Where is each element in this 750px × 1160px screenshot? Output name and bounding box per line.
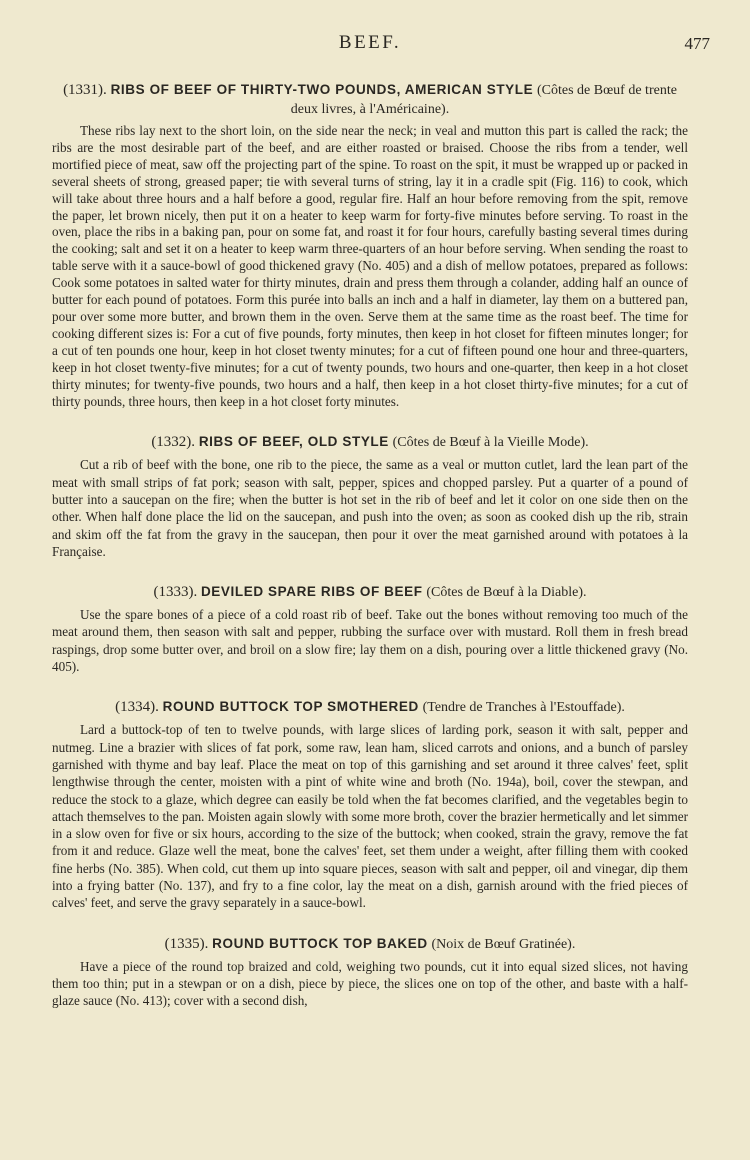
page-number: 477 bbox=[684, 34, 710, 53]
recipe-text: Have a piece of the round top braized and cold, weighing two pounds, cut it into equal sized slices, not having them too thin; put in a stewpan or on a dish, piece by piece, the slices one on top of the other, and baste with a half-glaze sauce (No. 413); cover with a second dish, bbox=[52, 958, 688, 1009]
recipe-number: (1332). bbox=[151, 434, 196, 451]
recipe-heading bbox=[52, 697, 688, 717]
recipe-french-title: (Côtes de Bœuf de trente deux livres, à l'Américaine). bbox=[290, 83, 677, 117]
recipe-title: ROUND BUTTOCK TOP SMOTHERED bbox=[162, 699, 419, 715]
running-head bbox=[52, 0, 710, 58]
recipe-title: DEVILED SPARE RIBS OF BEEF bbox=[200, 584, 423, 600]
recipe-number: (1334). bbox=[115, 699, 159, 716]
recipe-title: RIBS OF BEEF, OLD STYLE bbox=[198, 434, 389, 450]
recipe-1332 bbox=[52, 432, 688, 560]
recipe-title: RIBS OF BEEF OF THIRTY-TWO POUNDS, AMERICAN STYLE bbox=[110, 82, 534, 97]
recipe-number: (1333). bbox=[153, 584, 198, 601]
recipe-1335 bbox=[52, 934, 688, 1010]
recipe-heading bbox=[52, 80, 688, 119]
recipe-text: Use the spare bones of a piece of a cold roast rib of beef. Take out the bones without removing too much of the meat around them, then season with salt and pepper, rubbing the surface over with mustard. Roll them in fresh bread raspings, drop some butter over, and broil on a slow fire; lay them on a dish, pouring over a little thickened gravy (No. 405). bbox=[52, 607, 688, 675]
recipe-french-title: (Côtes de Bœuf à la Vieille Mode). bbox=[392, 435, 589, 451]
recipe-french-title: (Noix de Bœuf Gratinée). bbox=[431, 936, 576, 952]
recipe-text: These ribs lay next to the short loin, on the side near the neck; in veal and mutton this part is called the rack; the ribs are the most desirable part of the beef, and are either roasted or braised. Choose the ribs from a tender, well mortified piece of meat, saw off the projecting part of the spine. To roast on the spit, it must be wrapped up or packed in several sheets of strong, greased paper; tie with several turns of string, lay it in a cradle spit (Fig. 116) to cook, which will take about three hours and a half before a good, regular fire. Half an hour before removing from the spit, remove the paper, let brown nicely, then put it on a heater to keep warm for forty-five minutes before serving. To roast in the oven, place the ribs in a baking pan, pour on some fat, and roast it for four hours, carefully basting several times during the cooking; salt and set it on a heater to keep warm three-quarters of an hour before serving. When sending the roast to table serve with it a sauce-bowl of good thickened gravy (No. 405) and a dish of mellow potatoes, prepared as follows: Cook some potatoes in salted water for thirty minutes, drain and press them through a colander, adding half an ounce of butter for each pound of potatoes. Form this purée into balls an inch and a half in diameter, lay them on a buttered pan, pour over some more butter, and brown them in the oven. Serve them at the same time as the roast beef. The time for cooking different sizes is: For a cut of five pounds, forty minutes, then keep in hot closet for fifteen minutes longer; for a cut of ten pounds one hour, keep in hot closet twenty minutes; for a cut of fifteen pound one hour and three-quarters, keep in hot closet twenty-five minutes; for a cut of twenty pounds, two hours and one-quarter, then keep in a hot closet thirty minutes; for twenty-five pounds, two hours and a half, then keep in a hot closet thirty-five minutes; for a cut of thirty pounds, three hours, then keep in a hot closet forty minutes. bbox=[52, 123, 688, 409]
recipe-text: Cut a rib of beef with the bone, one rib to the piece, the same as a veal or mutton cutlet, lard the lean part of the meat with small strips of fat pork; season with salt, pepper, spices and chopped parsley. Put a quarter of a pound of butter into a saucepan on the fire; when the butter is hot set in the rib of beef and let it color on one side then on the other. When half done place the lid on the saucepan, and push into the oven; as soon as cooked dish up the rib, strain and skim off the fat from the gravy in the saucepan, then pour it over the meat garnished around with potatoes à la Française. bbox=[52, 457, 688, 559]
recipe-title: ROUND BUTTOCK TOP BAKED bbox=[212, 935, 428, 951]
recipe-1333 bbox=[52, 582, 688, 675]
recipe-text: Lard a buttock-top of ten to twelve pounds, with large slices of larding pork, season it with salt, pepper and nutmeg. Line a brazier with slices of fat pork, some raw, lean ham, sliced carrots and onions, and a bunch of parsley garnished with thyme and bay leaf. Place the meat on top of this garnishing and set around it three calves' feet, split lengthwise through the center, moisten with a pint of white wine and broth (No. 194a), boil, cover the stewpan, and reduce the stock to a glaze, which degree can easily be told when the fat becomes clarified, and the vegetables begin to attach themselves to the pan. Moisten again slowly with some more broth, cover the brazier hermetically and let simmer in a slow oven for five or six hours, according to the size of the buttock; when cooked, strain the gravy, remove the fat from it and reduce. Glaze well the meat, bone the calves' feet, set them under a weight, after filling them with cooked fine herbs (No. 385). When cold, cut them up into square pieces, season with salt and pepper, oil and vinegar, dip them into a frying batter (No. 137), and fry to a fine color, lay the meat on a dish, garnish around with the fried pieces of calves' feet, and serve the gravy separately in a sauce-bowl. bbox=[52, 722, 688, 911]
recipe-number: (1331). bbox=[63, 82, 107, 98]
recipe-number: (1335). bbox=[164, 935, 209, 952]
recipe-heading bbox=[52, 934, 688, 954]
recipe-1331 bbox=[52, 80, 688, 410]
recipe-french-title: (Tendre de Tranches à l'Estouffade). bbox=[422, 700, 625, 716]
running-title: BEEF. bbox=[338, 32, 402, 53]
recipe-heading bbox=[52, 432, 688, 452]
recipe-heading bbox=[52, 582, 688, 602]
recipe-1334 bbox=[52, 697, 688, 911]
recipe-french-title: (Côtes de Bœuf à la Diable). bbox=[426, 585, 587, 601]
